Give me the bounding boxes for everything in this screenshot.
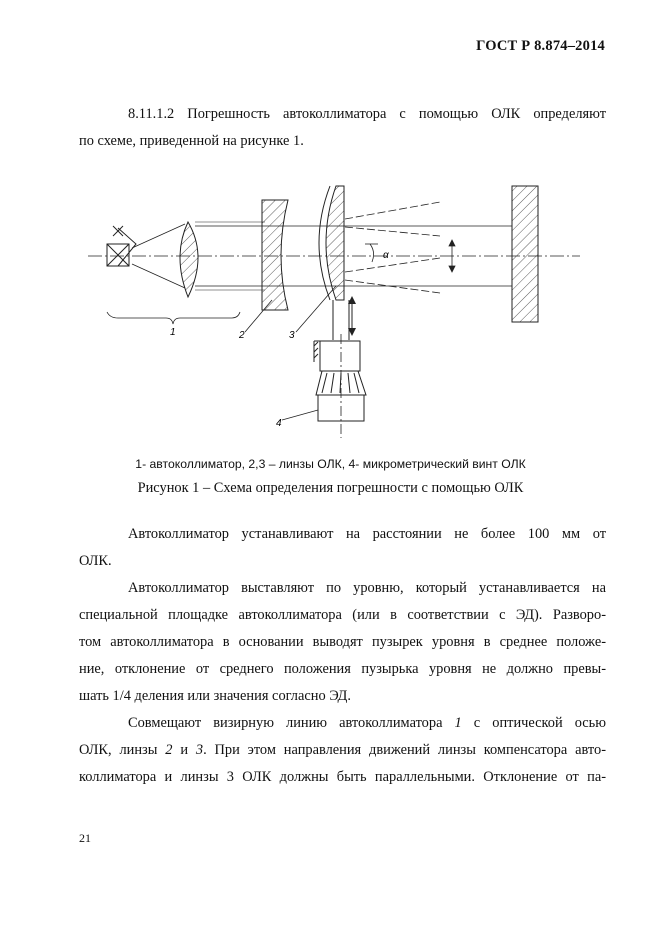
p2-line-4: ние, отклонение от среднего положения пузырька уровня не должно превы- <box>79 661 606 677</box>
intro-line-2: по схеме, приведенной на рисунке 1. <box>79 133 304 149</box>
olk-lens-2-icon <box>262 200 288 310</box>
p3-line-2: ОЛК, линзы 2 и 3. При этом направления движений линзы компенсатора авто- <box>79 742 607 758</box>
micrometer-screw-icon <box>314 296 366 438</box>
intro-line-1: 8.11.1.2 Погрешность автоколлиматора с помощью ОЛК определяют <box>128 106 606 122</box>
optical-scheme-diagram <box>0 0 661 450</box>
p2-line-1: Автоколлиматор выставляют по уровню, который устанавливается на <box>128 580 606 596</box>
label-2: 2 <box>239 330 245 341</box>
document-code-header: ГОСТ Р 8.874–2014 <box>476 38 605 54</box>
p2-line-5: шать 1/4 деления или значения согласно ЭД. <box>79 688 351 704</box>
label-1: 1 <box>170 327 176 338</box>
p2-line-3: том автоколлиматора в основании выводят пузырек уровня в среднее положе- <box>79 634 606 650</box>
page-number: 21 <box>79 831 91 845</box>
label-4: 4 <box>276 418 282 429</box>
p3-line-1: Совмещают визирную линию автоколлиматора 1 с оптической осью <box>128 715 606 731</box>
alpha-label: α <box>383 250 389 261</box>
p3-line-3: коллиматора и линзы 3 ОЛК должны быть параллельными. Отклонение от па- <box>79 769 606 785</box>
reflector-plate-icon <box>512 186 538 322</box>
olk-lens-3-icon <box>319 186 344 300</box>
label-3: 3 <box>289 330 295 341</box>
paragraph-distance <box>79 521 606 575</box>
figure-legend: 1- автоколлиматор, 2,3 – линзы ОЛК, 4- микрометрический винт ОЛК <box>135 457 526 471</box>
p1-line-1: Автоколлиматор устанавливают на расстоянии не более 100 мм от <box>128 526 606 542</box>
p2-line-2: специальной площадке автоколлиматора (или в соответствии с ЭД). Разворо- <box>79 607 606 623</box>
light-source-icon <box>107 226 136 266</box>
figure-title: Рисунок 1 – Схема определения погрешности с помощью ОЛК <box>137 480 524 496</box>
p1-line-2: ОЛК. <box>79 553 112 569</box>
paragraph-leveling <box>79 575 606 710</box>
paragraph-alignment <box>79 710 606 791</box>
